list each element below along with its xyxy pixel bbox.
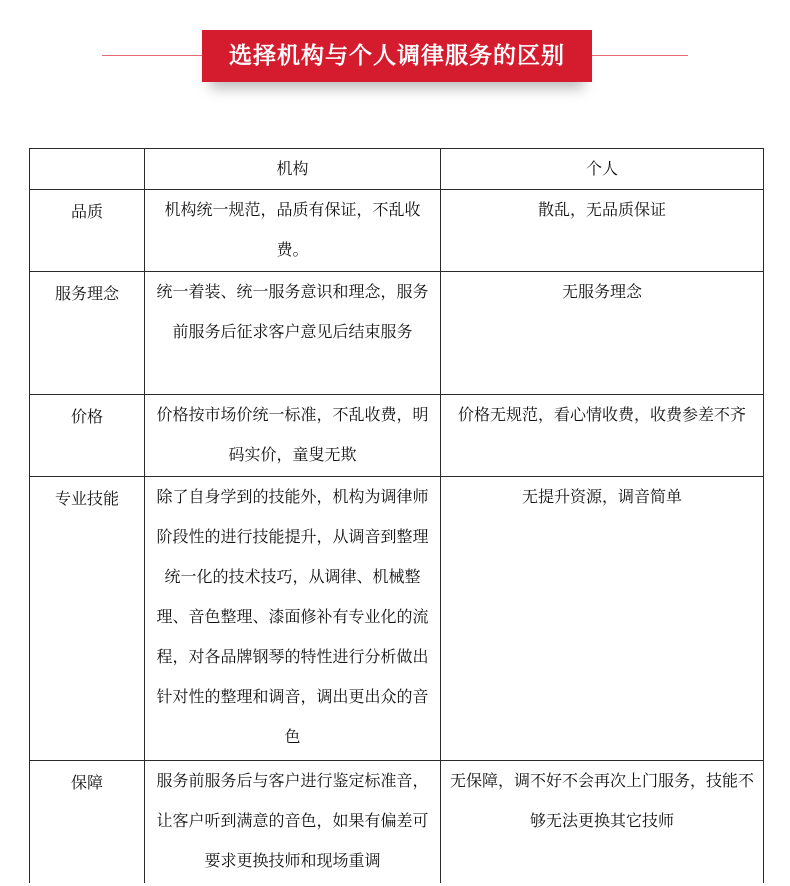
table-row — [30, 761, 764, 883]
header-cell-org: 机构 — [145, 149, 441, 190]
org-cell: 统一着装、统一服务意识和理念，服务前服务后征求客户意见后结束服务 — [145, 272, 441, 395]
table-row — [30, 395, 764, 477]
table-row — [30, 477, 764, 761]
row-label: 专业技能 — [30, 477, 145, 761]
individual-cell: 无提升资源，调音简单 — [441, 477, 764, 761]
page-title: 选择机构与个人调律服务的区别 — [202, 30, 592, 82]
row-label: 服务理念 — [30, 272, 145, 395]
org-cell: 机构统一规范，品质有保证，不乱收费。 — [145, 190, 441, 272]
row-label: 价格 — [30, 395, 145, 477]
table-header-row — [30, 149, 764, 190]
header-cell-individual: 个人 — [441, 149, 764, 190]
org-cell: 除了自身学到的技能外，机构为调律师阶段性的进行技能提升，从调音到整理统一化的技术技巧，从调律、机械整理、音色整理、漆面修补有专业化的流程，对各品牌钢琴的特性进行分析做出针对性的整理和调音，调出更出众的音色 — [145, 477, 441, 761]
title-divider-left — [102, 55, 202, 56]
org-cell: 价格按市场价统一标准，不乱收费，明码实价，童叟无欺 — [145, 395, 441, 477]
row-label: 保障 — [30, 761, 145, 883]
table-row — [30, 190, 764, 272]
individual-cell: 无服务理念 — [441, 272, 764, 395]
individual-cell: 价格无规范，看心情收费，收费参差不齐 — [441, 395, 764, 477]
org-cell: 服务前服务后与客户进行鉴定标准音，让客户听到满意的音色，如果有偏差可要求更换技师和现场重调 — [145, 761, 441, 883]
row-label: 品质 — [30, 190, 145, 272]
header-cell-empty — [30, 149, 145, 190]
table-row — [30, 272, 764, 395]
title-divider-right — [592, 55, 688, 56]
individual-cell: 散乱，无品质保证 — [441, 190, 764, 272]
comparison-table — [29, 148, 764, 883]
individual-cell: 无保障，调不好不会再次上门服务，技能不够无法更换其它技师 — [441, 761, 764, 883]
